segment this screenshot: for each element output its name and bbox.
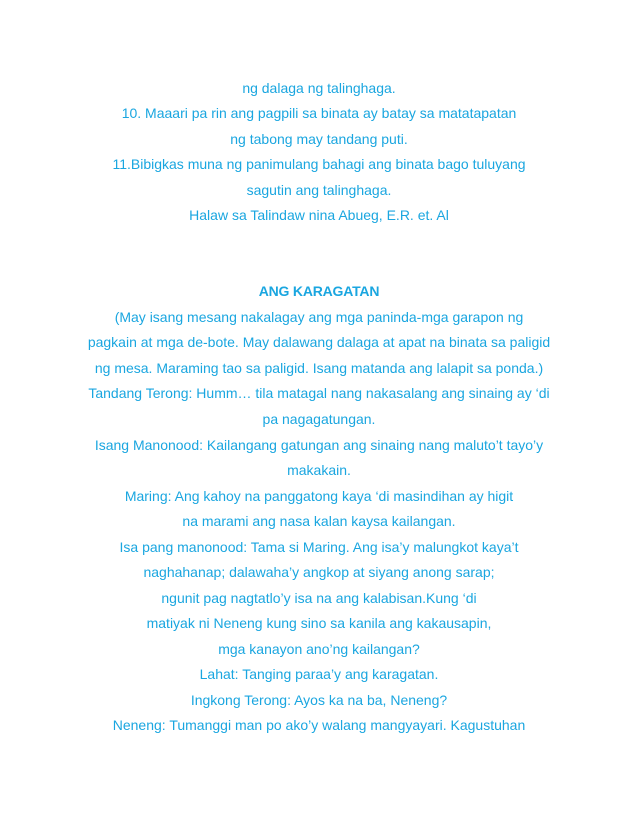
text-line: ng tabong may tandang puti. [230,131,408,147]
text-line: Isa pang manonood: Tama si Maring. Ang isa’y malungkot kaya’t [119,539,519,555]
section-title: ANG KARAGATAN [258,283,380,299]
text-line: Isang Manonood: Kailangang gatungan ang sinaing nang maluto’t tayo’y [94,437,544,453]
text-line: 11.Bibigkas muna ng panimulang bahagi ang binata bago tuluyang [112,156,526,172]
text-line: sagutin ang talinghaga. [246,182,392,198]
text-line: naghahanap; dalawaha’y angkop at siyang anong sarap; [143,564,495,580]
text-line: mga kanayon ano’ng kailangan? [218,641,420,657]
text-line: 10. Maaari pa rin ang pagpili sa binata ay batay sa matatapatan [121,105,517,121]
citation-line: Halaw sa Talindaw nina Abueg, E.R. et. Al [189,207,449,223]
text-line: Tandang Terong: Humm… tila matagal nang nakasalang ang sinaing ay ‘di [88,385,550,401]
text-line: pagkain at mga de-bote. May dalawang dalaga at apat na binata sa paligid [87,334,551,350]
text-line: Ingkong Terong: Ayos ka na ba, Neneng? [190,692,448,708]
text-line: ngunit pag nagtatlo’y isa na ang kalabisan.Kung ‘di [161,590,477,606]
text-line: ng dalaga ng talinghaga. [242,80,396,96]
text-line: Lahat: Tanging paraa’y ang karagatan. [199,666,439,682]
text-line: ng mesa. Maraming tao sa paligid. Isang matanda ang lalapit sa ponda.) [94,360,544,376]
text-line: Neneng: Tumanggi man po ako’y walang mangyayari. Kagustuhan [112,717,526,733]
text-line: (May isang mesang nakalagay ang mga paninda-mga garapon ng [114,309,524,325]
text-line: na marami ang nasa kalan kaysa kailangan. [182,513,456,529]
text-line: pa nagagatungan. [262,411,376,427]
text-line: Maring: Ang kahoy na panggatong kaya ‘di masindihan ay higit [124,488,514,504]
text-line: makakain. [287,462,351,478]
text-line: matiyak ni Neneng kung sino sa kanila ang kakausapin, [146,615,492,631]
